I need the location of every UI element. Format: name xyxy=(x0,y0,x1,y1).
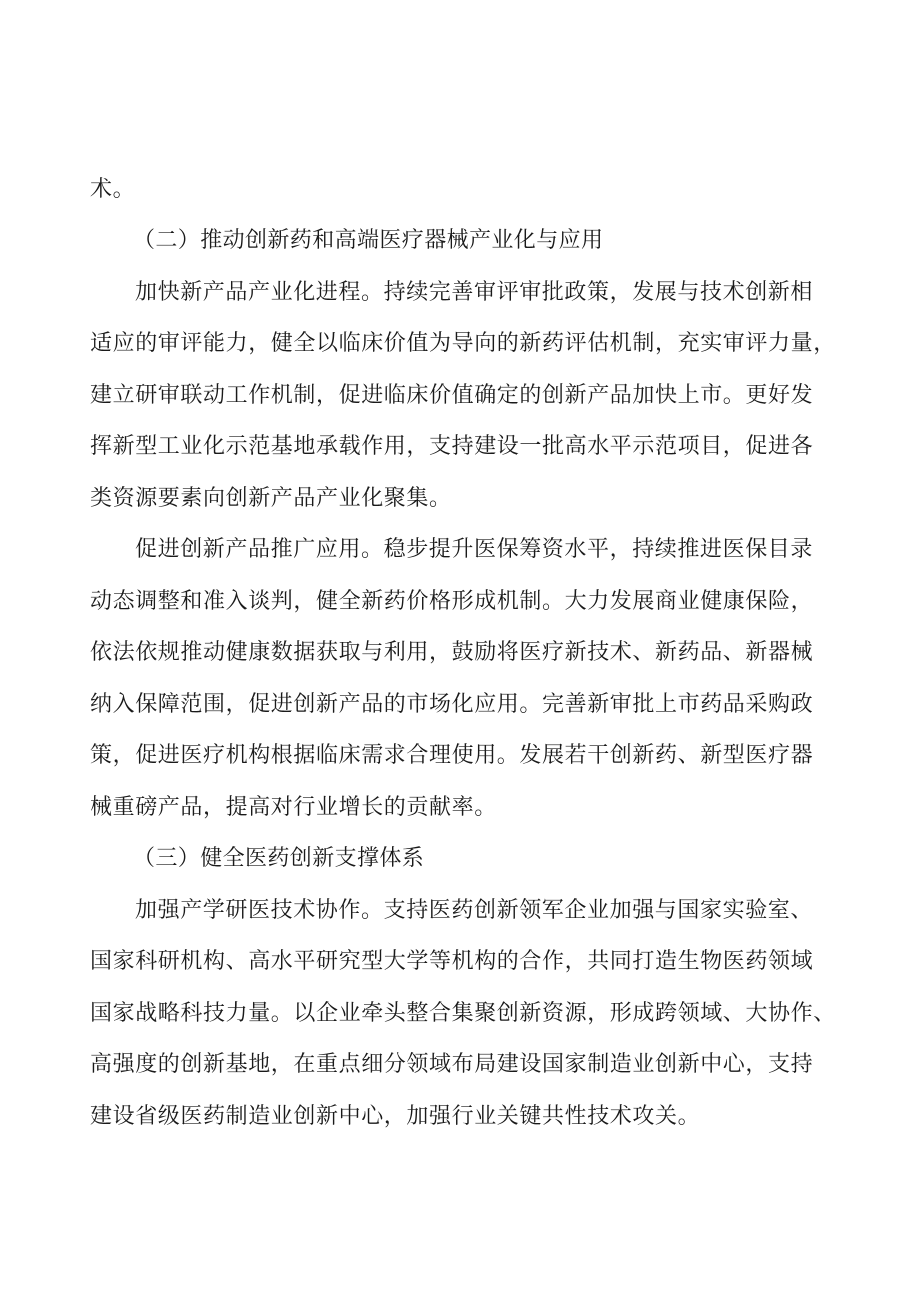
paragraph-line: 策，促进医疗机构根据临床需求合理使用。发展若干创新药、新型医疗器 xyxy=(90,743,814,768)
paragraph-line: 械重磅产品，提高对行业增长的贡献率。 xyxy=(90,795,497,820)
paragraph-line: 促进创新产品推广应用。稳步提升医保筹资水平，持续推进医保目录 xyxy=(135,537,814,562)
paragraph-line: 加快新产品产业化进程。持续完善审评审批政策，发展与技术创新相 xyxy=(135,280,814,305)
paragraph-continuation: 术。 xyxy=(90,177,136,202)
paragraph-line: 建立研审联动工作机制，促进临床价值确定的创新产品加快上市。更好发 xyxy=(90,383,814,408)
paragraph-line: 动态调整和准入谈判，健全新药价格形成机制。大力发展商业健康保险， xyxy=(90,589,814,614)
paragraph-line: 类资源要素向创新产品产业化聚集。 xyxy=(90,486,452,511)
paragraph-line: 纳入保障范围，促进创新产品的市场化应用。完善新审批上市药品采购政 xyxy=(90,692,814,717)
paragraph-line: 适应的审评能力，健全以临床价值为导向的新药评估机制，充实审评力量， xyxy=(90,331,836,356)
paragraph-line: 国家科研机构、高水平研究型大学等机构的合作，共同打造生物医药领域 xyxy=(90,949,814,974)
section-heading-2: （二）推动创新药和高端医疗器械产业化与应用 xyxy=(133,228,604,253)
section-heading-3: （三）健全医药创新支撑体系 xyxy=(133,846,425,871)
paragraph-line: 依法依规推动健康数据获取与利用，鼓励将医疗新技术、新药品、新器械 xyxy=(90,640,814,665)
paragraph-line: 国家战略科技力量。以企业牵头整合集聚创新资源，形成跨领域、大协作、 xyxy=(90,1001,836,1026)
paragraph-line: 加强产学研医技术协作。支持医药创新领军企业加强与国家实验室、 xyxy=(135,898,814,923)
paragraph-line: 建设省级医药制造业创新中心，加强行业关键共性技术攻关。 xyxy=(90,1104,701,1129)
paragraph-line: 挥新型工业化示范基地承载作用，支持建设一批高水平示范项目，促进各 xyxy=(90,434,814,459)
paragraph-line: 高强度的创新基地，在重点细分领域布局建设国家制造业创新中心，支持 xyxy=(90,1052,814,1077)
